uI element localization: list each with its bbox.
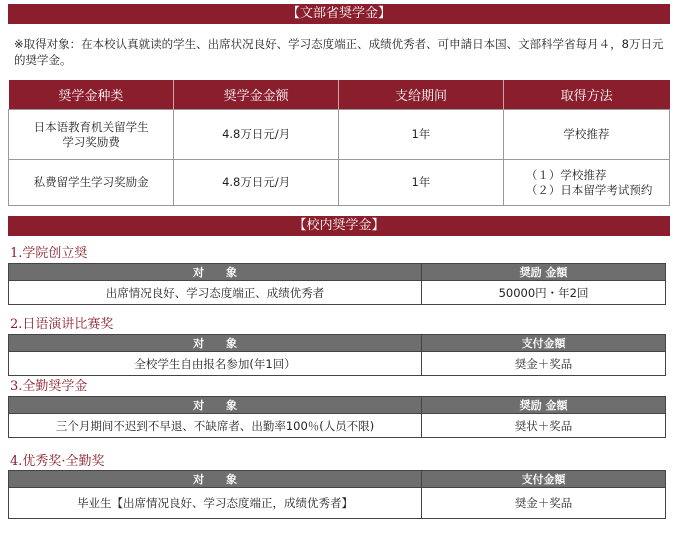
header-type: 奨学金种类 — [9, 80, 174, 110]
scholarship-type: 日本语教育机关留学生 学习奖励费 — [9, 110, 174, 160]
header-target: 对 象 — [9, 335, 422, 352]
header-award: 奨励 金額 — [422, 264, 666, 281]
scholarship-amount: 4.8万日元/月 — [174, 160, 339, 206]
table-row — [9, 281, 666, 305]
table-header-row — [9, 264, 666, 281]
award-text: 奨状＋奖品 — [422, 414, 666, 438]
table-row — [9, 160, 670, 206]
heading-founding-award: 1.学院创立奨 — [10, 246, 88, 261]
table-header-row — [9, 335, 666, 352]
header-target: 对 象 — [9, 397, 422, 414]
header-period: 支给期间 — [339, 80, 504, 110]
table-row — [9, 488, 666, 519]
target-text: 三个月期间不迟到不早退、不缺席者、出勤率100％(人员不限) — [9, 414, 422, 438]
target-text: 全校学生自由报名参加(年1回） — [9, 352, 422, 376]
table-header-row — [9, 80, 670, 110]
table-header-row — [9, 471, 666, 488]
section-title-monbusho: 【文部省奨学金】 — [8, 4, 670, 24]
table-row — [9, 110, 670, 160]
speech-contest-table — [8, 334, 666, 376]
method-line: （１）学校推荐 — [525, 167, 607, 182]
scholarship-amount: 4.8万日元/月 — [174, 110, 339, 160]
heading-attendance-award: 3.全勤奨学金 — [10, 379, 88, 394]
scholarship-period: 1年 — [339, 160, 504, 206]
target-text: 毕业生【出席情况良好、学习态度端正，成绩优秀者】 — [9, 488, 422, 519]
header-award: 奨励 金額 — [422, 397, 666, 414]
header-method: 取得方法 — [503, 80, 669, 110]
eligibility-note: ※取得对象：在本校认真就读的学生、出席状况良好、学习态度端正、成绩优秀者、可申請日本国、文部科学省每月４，8万日元的奨学金。 — [14, 37, 664, 67]
section-title-internal: 【校内奨学金】 — [8, 216, 670, 236]
scholarship-method — [503, 160, 669, 206]
award-text: 奨金＋奖品 — [422, 352, 666, 376]
header-award: 支付金額 — [422, 335, 666, 352]
heading-excellence-award: 4.优秀奖·全勤奖 — [10, 454, 105, 469]
table-row — [9, 352, 666, 376]
header-target: 对 象 — [9, 471, 422, 488]
scholarship-type: 私费留学生学习奖励金 — [9, 160, 174, 206]
header-amount: 奨学金金额 — [174, 80, 339, 110]
header-award: 支付金額 — [422, 471, 666, 488]
award-text: 50000円・年2回 — [422, 281, 666, 305]
table-header-row — [9, 397, 666, 414]
award-text: 奨金＋奖品 — [422, 488, 666, 519]
scholarship-period: 1年 — [339, 110, 504, 160]
heading-speech-contest: 2.日语演讲比赛奖 — [10, 317, 114, 332]
excellence-award-table — [8, 470, 666, 519]
attendance-award-table — [8, 396, 666, 438]
scholarship-method: 学校推荐 — [503, 110, 669, 160]
header-target: 对 象 — [9, 264, 422, 281]
table-row — [9, 414, 666, 438]
target-text: 出席情况良好、学习态度端正、成绩优秀者 — [9, 281, 422, 305]
monbusho-scholarship-table — [8, 80, 670, 206]
founding-award-table — [8, 263, 666, 305]
method-line: （２）日本留学考试预约 — [525, 182, 653, 197]
